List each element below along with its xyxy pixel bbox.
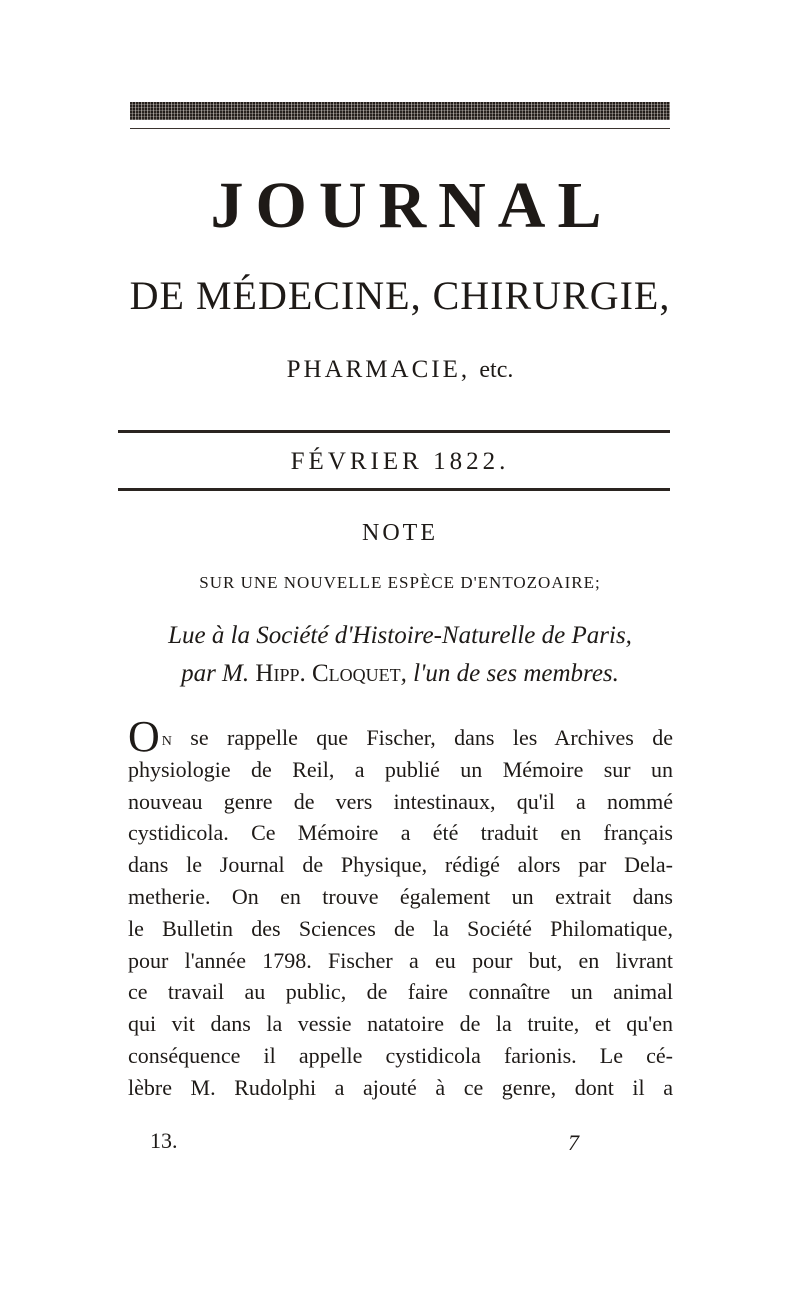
subtitle-pharmacie: PHARMACIE, <box>286 356 471 383</box>
signature-mark: 13. <box>150 1128 178 1153</box>
article-body <box>128 712 673 1104</box>
journal-title: JOURNAL <box>210 169 614 242</box>
drop-cap: O <box>128 712 160 761</box>
article-author-line <box>0 660 800 688</box>
author-prefix: par M. <box>181 660 250 687</box>
top-rule <box>130 128 670 129</box>
drop-cap-rest: n <box>161 728 172 750</box>
body-line: nouveau genre de vers intestinaux, qu'il a nommé <box>128 788 673 814</box>
article-heading: NOTE <box>362 520 438 546</box>
catchword: 7 <box>568 1130 579 1155</box>
date-rule-top <box>118 430 670 433</box>
body-line: lèbre M. Rudolphi a ajouté à ce genre, dont il a <box>128 1074 673 1100</box>
date-rule-bottom <box>118 488 670 491</box>
body-line: dans le Journal de Physique, rédigé alors par Dela- <box>128 852 673 878</box>
article-read-line: Lue à la Société d'Histoire-Naturelle de Paris, <box>168 622 632 649</box>
ornamental-band <box>130 102 670 120</box>
author-name: Hipp. Cloquet <box>255 660 401 687</box>
issue-date: FÉVRIER 1822. <box>290 448 510 475</box>
body-line: pour l'année 1798. Fischer a eu pour but, en livrant <box>128 947 673 973</box>
body-line: ce travail au public, de faire connaître un animal <box>128 979 673 1005</box>
body-line-text: se rappelle que Fischer, dans les Archives de <box>171 725 673 750</box>
journal-subtitle-line2 <box>0 356 800 384</box>
body-line: cystidicola. Ce Mémoire a été traduit en français <box>128 820 673 846</box>
subtitle-etc: etc. <box>479 357 514 383</box>
body-line: metherie. On en trouve également un extrait dans <box>128 883 673 909</box>
body-line: le Bulletin des Sciences de la Société Philomatique, <box>128 915 673 941</box>
journal-subtitle-line1: DE MÉDECINE, CHIRURGIE, <box>129 273 671 318</box>
body-line: qui vit dans la vessie natatoire de la truite, et qu'en <box>128 1011 673 1037</box>
body-line: conséquence il appelle cystidicola farionis. Le cé- <box>128 1042 673 1068</box>
body-line <box>128 712 673 761</box>
body-line: physiologie de Reil, a publié un Mémoire sur un <box>128 756 673 782</box>
author-suffix: , l'un de ses membres. <box>400 660 619 687</box>
article-subheading: SUR UNE NOUVELLE ESPÈCE D'ENTOZOAIRE; <box>199 573 601 592</box>
